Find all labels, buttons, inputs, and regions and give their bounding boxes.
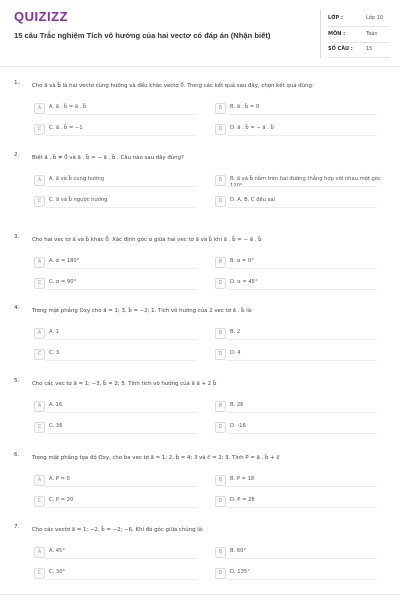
option-letter-box: B <box>215 257 226 268</box>
option-underline <box>46 486 196 487</box>
option-text: A. a⃗ và b⃗ cùng hướng <box>49 176 105 182</box>
option-letter-box: B <box>215 175 226 186</box>
option-text: A. P = 0 <box>49 476 70 482</box>
option-underline <box>227 486 377 487</box>
option-underline <box>46 558 196 559</box>
option-underline <box>227 558 377 559</box>
option-text: C. 3 <box>49 350 60 356</box>
option-text: C. 30° <box>49 569 66 575</box>
option-text: D. 135° <box>230 569 250 575</box>
option-letter-box: A <box>34 257 45 268</box>
document-header <box>0 0 400 66</box>
option-text: B. 26 <box>230 402 244 408</box>
option-letter-box: C <box>34 278 45 289</box>
option-underline <box>46 268 196 269</box>
option-underline <box>46 207 196 208</box>
option-text: A. α = 180° <box>49 258 80 264</box>
meta-value: Toán <box>366 31 378 37</box>
quizizz-logo[interactable]: QUIZIZZ <box>14 9 69 24</box>
option-letter-box: B <box>215 475 226 486</box>
option-underline <box>46 360 196 361</box>
option-underline <box>227 579 377 580</box>
question-text: Cho các vectơ a⃗ = 1; −2, b⃗ = −2; −6. Khi đó góc giữa chúng là: <box>32 527 204 533</box>
question-text: Cho a⃗ và b⃗ là hai vectơ cùng hướng và đều khác vectơ 0⃗. Trong các kết quả sau đây, chọn kết quả đúng: <box>32 83 314 89</box>
question-text: Cho hai vec tơ a⃗ và b⃗ khác 0⃗. Xác định góc α giữa hai vec tơ a⃗ và b⃗ khi a⃗ . b⃗ = − a⃗ . b⃗ <box>32 237 262 243</box>
option-underline <box>227 186 377 187</box>
option-letter-box: D <box>215 278 226 289</box>
meta-grade <box>328 12 390 27</box>
option-text: B. 2 <box>230 329 241 335</box>
option-text: B. a⃗ và b⃗ nằm trên hai đường thẳng hợp với nhau một góc <box>230 176 381 182</box>
meta-label: LỚP : <box>328 15 343 21</box>
meta-divider <box>320 10 321 58</box>
page-title: 15 câu Trắc nghiệm Tích vô hướng của hai vectơ có đáp án (Nhận biết) <box>14 31 271 40</box>
option-letter-box: D <box>215 496 226 507</box>
option-underline <box>227 114 377 115</box>
meta-subject <box>328 28 390 43</box>
meta-value: Lớp 10 <box>366 15 383 21</box>
option-underline <box>227 433 377 434</box>
option-underline <box>227 507 377 508</box>
option-letter-box: D <box>215 349 226 360</box>
option-underline <box>46 433 196 434</box>
option-underline <box>227 207 377 208</box>
option-text: A. 1 <box>49 329 60 335</box>
option-letter-box: D <box>215 196 226 207</box>
option-letter-box: A <box>34 475 45 486</box>
option-text: C. P = 20 <box>49 497 74 503</box>
option-underline <box>46 135 196 136</box>
option-underline <box>46 579 196 580</box>
option-text: D. 4 <box>230 350 241 356</box>
option-letter-box: A <box>34 328 45 339</box>
question-number: 7. <box>14 524 20 530</box>
option-underline <box>227 412 377 413</box>
option-underline <box>227 360 377 361</box>
option-underline <box>46 114 196 115</box>
option-text: C. a⃗ và b⃗ ngược hướng <box>49 197 108 203</box>
option-text: B. a⃗ . b⃗ = 0 <box>230 104 260 110</box>
option-underline <box>46 339 196 340</box>
option-letter-box: C <box>34 349 45 360</box>
footer-divider <box>0 594 400 595</box>
option-underline <box>46 289 196 290</box>
question-text: Cho các vec tơ a⃗ = 1; −3, b⃗ = 2; 5. Tính tích vô hướng của a⃗ a⃗ + 2 b⃗ <box>32 381 217 387</box>
question-text: Trong mặt phẳng tọa độ Oxy, cho ba vec tơ a⃗ = 1; 2, b⃗ = 4; 3 và c⃗ = 2; 3. Tính P = a⃗ . b⃗ + c⃗ <box>32 455 280 461</box>
option-letter-box: D <box>215 568 226 579</box>
meta-value: 15 <box>366 46 373 52</box>
option-letter-box: A <box>34 401 45 412</box>
option-text: D. A, B, C đều sai <box>230 197 276 203</box>
option-letter-box: B <box>215 401 226 412</box>
option-letter-box: A <box>34 175 45 186</box>
question-number: 2. <box>14 152 20 158</box>
option-underline <box>46 507 196 508</box>
option-text: D. a⃗ . b⃗ = − a⃗ . b⃗ <box>230 125 274 131</box>
option-text: B. P = 18 <box>230 476 255 482</box>
option-letter-box: A <box>34 547 45 558</box>
option-underline <box>46 412 196 413</box>
option-letter-box: D <box>215 422 226 433</box>
question-number: 4. <box>14 305 20 311</box>
option-letter-box: B <box>215 328 226 339</box>
option-letter-box: D <box>215 124 226 135</box>
option-text: C. α = 90° <box>49 279 77 285</box>
question-number: 1. <box>14 80 20 86</box>
option-underline <box>227 268 377 269</box>
option-text: B. α = 0° <box>230 258 254 264</box>
option-letter-box: B <box>215 547 226 558</box>
option-text: D. α = 45° <box>230 279 258 285</box>
option-text: A. a⃗ . b⃗ = a⃗ . b⃗ <box>49 104 87 110</box>
option-letter-box: C <box>34 496 45 507</box>
meta-label: MÔN : <box>328 31 346 37</box>
option-letter-box: C <box>34 196 45 207</box>
option-letter-box: C <box>34 124 45 135</box>
option-underline <box>46 186 196 187</box>
question-text: Biết a⃗ , b⃗ ≠ 0⃗ và a⃗ . b⃗ = − a⃗ . b⃗ . Câu nào sau đây đúng? <box>32 155 184 161</box>
option-text: C. 36 <box>49 423 63 429</box>
question-text: Trong mặt phẳng Oxy cho a⃗ = 1; 3, b⃗ = −2; 1. Tích vô hướng của 2 vec tơ a⃗ . b⃗ là: <box>32 308 253 314</box>
option-letter-box: C <box>34 422 45 433</box>
option-text: A. 16 <box>49 402 63 408</box>
option-underline <box>227 339 377 340</box>
option-letter-box: A <box>34 103 45 114</box>
option-text: D. -16 <box>230 423 246 429</box>
question-number: 5. <box>14 378 20 384</box>
meta-label: SỐ CÂU : <box>328 46 353 52</box>
option-letter-box: B <box>215 103 226 114</box>
option-underline <box>227 135 377 136</box>
option-letter-box: C <box>34 568 45 579</box>
option-text: B. 60° <box>230 548 247 554</box>
question-number: 3. <box>14 234 20 240</box>
question-number: 6. <box>14 452 20 458</box>
option-underline <box>227 289 377 290</box>
option-text: D. P = 28 <box>230 497 255 503</box>
meta-question-count <box>328 43 390 58</box>
option-text: A. 45° <box>49 548 65 554</box>
option-text: C. a⃗ . b⃗ = −1 <box>49 125 83 131</box>
header-divider <box>0 66 400 67</box>
